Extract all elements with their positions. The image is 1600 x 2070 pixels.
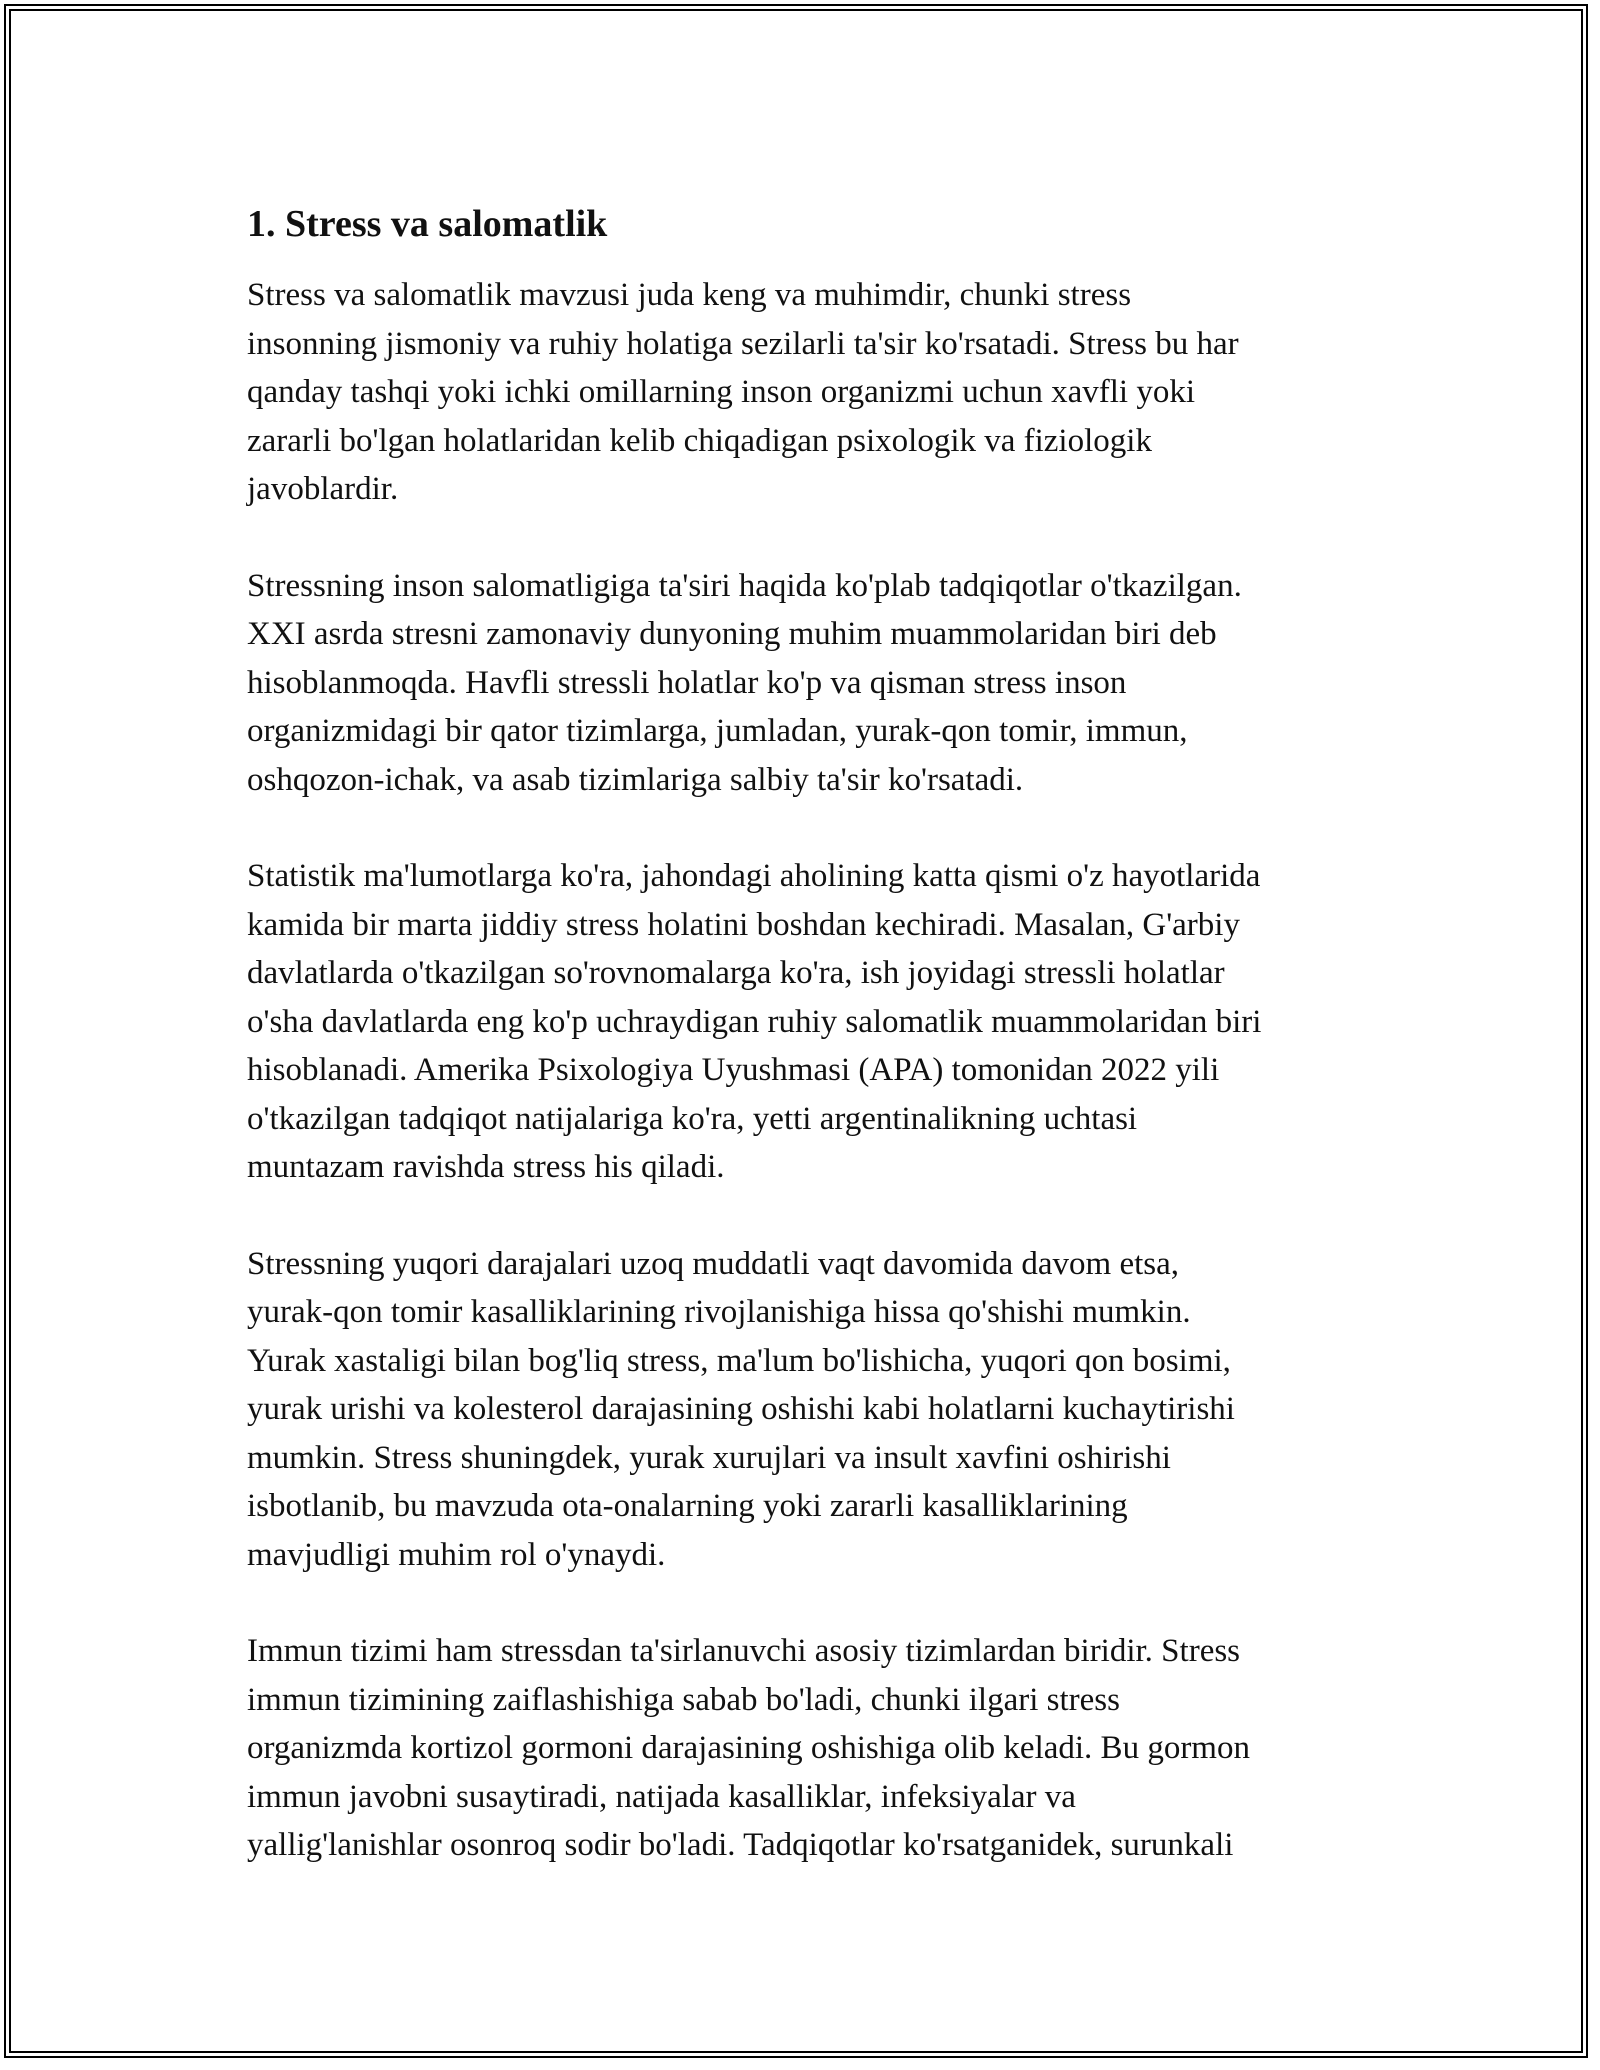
text-line: insonning jismoniy va ruhiy holatiga sezilarli ta'sir ko'rsatadi. Stress bu har bbox=[247, 325, 1239, 362]
text-line: oshqozon-ichak, va asab tizimlariga salbiy ta'sir ko'rsatadi. bbox=[247, 761, 1024, 798]
paragraph-3 bbox=[247, 852, 1397, 1192]
paragraph-5 bbox=[247, 1627, 1397, 1870]
text-line: mavjudligi muhim rol o'ynaydi. bbox=[247, 1536, 666, 1573]
text-line: yurak urishi va kolesterol darajasining oshishi kabi holatlarni kuchaytirishi bbox=[247, 1391, 1235, 1427]
paragraph-1 bbox=[247, 271, 1397, 514]
text-line: Stress va salomatlik mavzusi juda keng va muhimdir, chunki stress bbox=[247, 277, 1132, 313]
text-line: yallig'lanishlar osonroq sodir bo'ladi. Tadqiqotlar ko'rsatganidek, surunkali bbox=[247, 1827, 1234, 1863]
text-line: Stressning inson salomatligiga ta'siri haqida ko'plab tadqiqotlar o'tkazilgan. bbox=[247, 567, 1242, 604]
section-heading: 1. Stress va salomatlik bbox=[247, 203, 608, 245]
text-line: immun javobni susaytiradi, natijada kasalliklar, infeksiyalar va bbox=[247, 1778, 1076, 1815]
text-line: mumkin. Stress shuningdek, yurak xurujlari va insult xavfini oshirishi bbox=[247, 1439, 1171, 1476]
text-line: o'tkazilgan tadqiqot natijalariga ko'ra, yetti argentinalikning uchtasi bbox=[247, 1100, 1138, 1137]
text-line: Yurak xastaligi bilan bog'liq stress, ma'lum bo'lishicha, yuqori qon bosimi, bbox=[247, 1342, 1231, 1379]
text-line: zararli bo'lgan holatlaridan kelib chiqadigan psixologik va fiziologik bbox=[247, 422, 1152, 459]
text-line: Stressning yuqori darajalari uzoq muddatli vaqt davomida davom etsa, bbox=[247, 1245, 1180, 1282]
text-line: qanday tashqi yoki ichki omillarning inson organizmi uchun xavfli yoki bbox=[247, 374, 1195, 410]
text-line: kamida bir marta jiddiy stress holatini boshdan kechiradi. Masalan, G'arbiy bbox=[247, 906, 1240, 943]
text-line: XXI asrda stresni zamonaviy dunyoning muhim muammolaridan biri deb bbox=[247, 616, 1217, 652]
paragraph-4 bbox=[247, 1240, 1397, 1580]
text-line: muntazam ravishda stress his qiladi. bbox=[247, 1149, 725, 1185]
text-line: davlatlarda o'tkazilgan so'rovnomalarga ko'ra, ish joyidagi stressli holatlar bbox=[247, 955, 1225, 991]
text-line: organizmda kortizol gormoni darajasining oshishiga olib keladi. Bu gormon bbox=[247, 1730, 1250, 1766]
text-line: javoblardir. bbox=[247, 471, 399, 507]
text-line: hisoblanmoqda. Havfli stressli holatlar ko'p va qisman stress inson bbox=[247, 664, 1127, 701]
text-line: organizmidagi bir qator tizimlarga, jumladan, yurak-qon tomir, immun, bbox=[247, 713, 1188, 749]
text-line: o'sha davlatlarda eng ko'p uchraydigan ruhiy salomatlik muammolaridan biri bbox=[247, 1003, 1262, 1040]
text-line: hisoblanadi. Amerika Psixologiya Uyushmasi (APA) tomonidan 2022 yili bbox=[247, 1052, 1220, 1088]
text-line: Statistik ma'lumotlarga ko'ra, jahondagi aholining katta qismi o'z hayotlarida bbox=[247, 858, 1261, 894]
document-body bbox=[247, 197, 1397, 1918]
text-line: yurak-qon tomir kasalliklarining rivojlanishiga hissa qo'shishi mumkin. bbox=[247, 1294, 1191, 1330]
text-line: Immun tizimi ham stressdan ta'sirlanuvchi asosiy tizimlardan biridir. Stress bbox=[247, 1633, 1241, 1669]
page-frame bbox=[4, 4, 1588, 2058]
paragraph-2 bbox=[247, 562, 1397, 805]
text-line: immun tizimining zaiflashishiga sabab bo'ladi, chunki ilgari stress bbox=[247, 1681, 1120, 1718]
text-line: isbotlanib, bu mavzuda ota-onalarning yoki zararli kasalliklarining bbox=[247, 1488, 1128, 1524]
